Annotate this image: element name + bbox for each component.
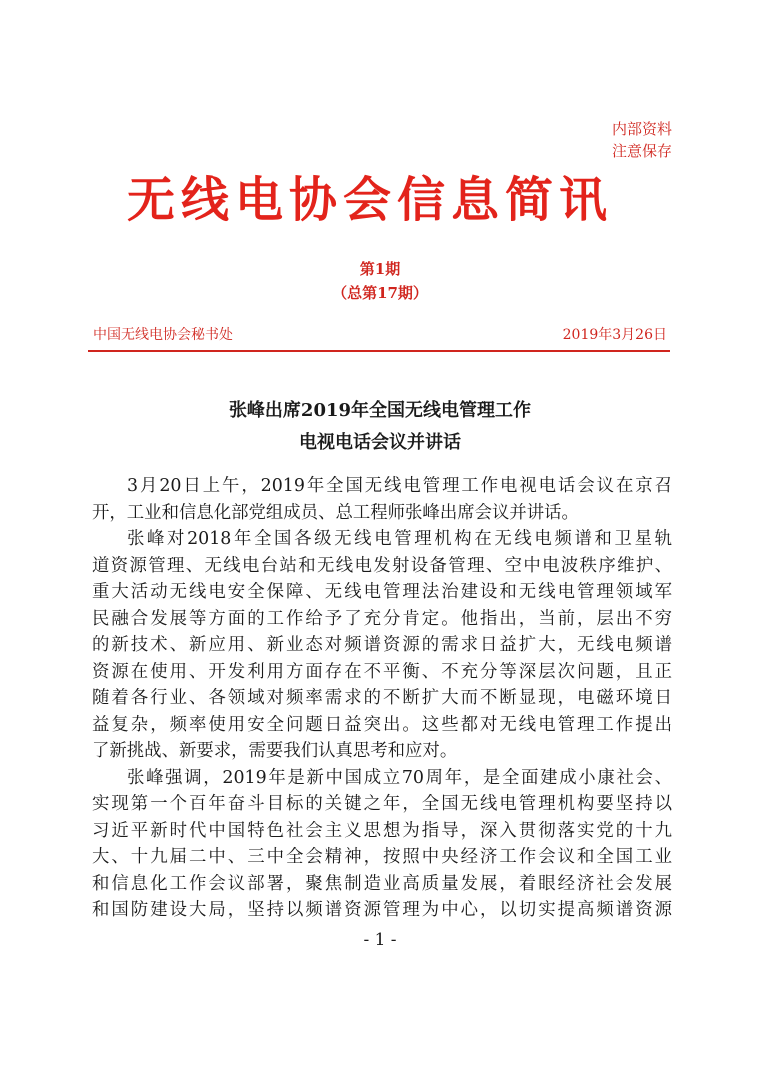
publisher-organization: 中国无线电协会秘书处 (93, 327, 233, 343)
body-line: 3月20日上午，2019年全国无线电管理工作电视电话会议在京召 (127, 476, 672, 496)
body-line: 张峰对2018年全国各级无线电管理机构在无线电频谱和卫星轨 (127, 529, 672, 549)
body-line: 的新技术、新应用、新业态对频谱资源的需求日益扩大，无线电频谱 (92, 635, 672, 655)
body-line: 了新挑战、新要求，需要我们认真思考和应对。 (92, 741, 458, 761)
issue-total-number: （总第17期） (332, 284, 428, 302)
issue-number: 第1期 (359, 260, 401, 278)
body-line: 实现第一个百年奋斗目标的关键之年，全国无线电管理机构要坚持以 (92, 794, 672, 814)
body-line: 益复杂，频率使用安全问题日益突出。这些都对无线电管理工作提出 (92, 714, 672, 735)
body-line: 开，工业和信息化部党组成员、总工程师张峰出席会议并讲话。 (92, 502, 579, 523)
body-line: 重大活动无线电安全保障、无线电管理法治建设和无线电管理领域军 (92, 582, 672, 602)
header-divider (88, 350, 670, 352)
body-line: 民融合发展等方面的工作给予了充分肯定。他指出，当前，层出不穷 (92, 608, 672, 629)
masthead-title: 无线电协会信息简讯 (126, 172, 613, 228)
body-line: 道资源管理、无线电台站和无线电发射设备管理、空中电波秩序维护、 (92, 555, 672, 576)
notice-keep-safe: 注意保存 (611, 142, 672, 160)
article-body (92, 473, 672, 924)
body-line: 和信息化工作会议部署，聚焦制造业高质量发展，着眼经济社会发展 (92, 873, 672, 894)
publication-date: 2019年3月26日 (562, 327, 667, 343)
notice-internal-material: 内部资料 (611, 120, 672, 138)
body-line: 资源在使用、开发利用方面存在不平衡、不充分等深层次问题，且正 (92, 661, 672, 682)
body-line: 和国防建设大局，坚持以频谱资源管理为中心，以切实提高频谱资源 (92, 900, 672, 920)
body-line: 随着各行业、各领域对频率需求的不断扩大而不断显现，电磁环境日 (92, 688, 672, 708)
article-title-line-2: 电视电话会议并讲话 (299, 432, 461, 453)
page-number: - 1 - (363, 930, 397, 950)
body-line: 张峰强调，2019年是新中国成立70周年，是全面建成小康社会、 (127, 767, 672, 788)
body-line: 习近平新时代中国特色社会主义思想为指导，深入贯彻落实党的十九 (92, 820, 672, 841)
body-line: 大、十九届二中、三中全会精神，按照中央经济工作会议和全国工业 (92, 847, 672, 867)
article-title-line-1: 张峰出席2019年全国无线电管理工作 (228, 400, 532, 421)
